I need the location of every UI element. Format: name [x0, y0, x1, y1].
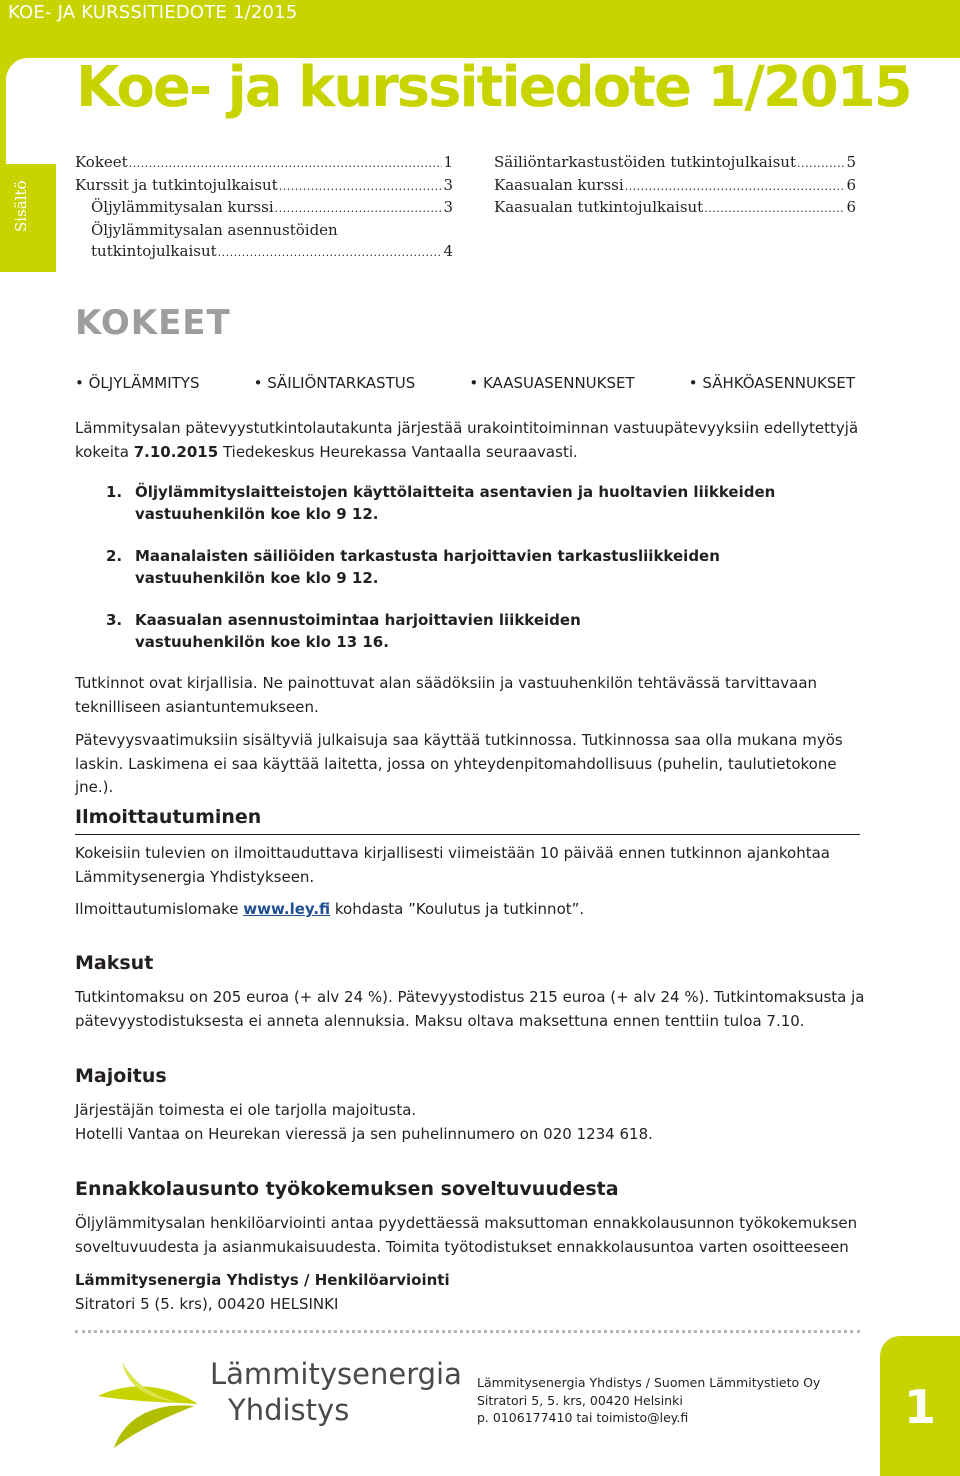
- tag-oil-heating: • ÖLJYLÄMMITYS: [75, 374, 200, 392]
- intro-paragraph: Lämmitysalan pätevyystutkintolautakunta järjestää urakointitoiminnan vastuupätevyyksiin edellytettyjä kokeita 7.10.2015 Tiedekeskus Heurekassa Vantaalla seuraavasti.: [75, 419, 859, 461]
- lodging-heading: Majoitus: [75, 1065, 167, 1087]
- fees-paragraph: Tutkintomaksu on 205 euroa (+ alv 24 %). Pätevyystodistus 215 euroa (+ alv 24 %). Tutkintomaksusta ja pätevyystodistuksesta ei anneta alennuksia. Maksu oltava maksettuna ennen tenttiin tuloa 7.10.: [75, 988, 865, 1030]
- registration-link[interactable]: www.ley.fi: [243, 900, 331, 918]
- toc-entry[interactable]: Öljylämmitysalan asennustöiden: [91, 220, 338, 239]
- lodging-paragraph: Järjestäjän toimesta ei ole tarjolla majoitusta. Hotelli Vantaa on Heurekan vieressä ja sen puhelinnumero on 020 1234 618.: [75, 1101, 653, 1143]
- section-heading: KOKEET: [75, 303, 231, 343]
- toc-column-left: [75, 152, 453, 264]
- toc-entry[interactable]: Säiliöntarkastustöiden tutkintojulkaisut ..... 5: [494, 152, 856, 175]
- category-tags: [75, 374, 855, 392]
- registration-paragraph: Kokeisiin tulevien on ilmoittauduttava kirjallisesti viimeistään 10 päivää ennen tutkinnon ajankohtaa Lämmitysenergia Yhdistykseen.: [75, 844, 830, 886]
- list-item: 2. Maanalaisten säiliöiden tarkastusta harjoittavien tarkastusliikkeiden vastuuhenkilön koe klo 9 12.: [106, 547, 720, 587]
- page-number: 1: [903, 1380, 936, 1434]
- logo-wordmark: Lämmitysenergia Yhdistys: [210, 1357, 462, 1427]
- list-item: 3. Kaasualan asennustoimintaa harjoittavien liikkeiden vastuuhenkilön koe klo 13 16.: [106, 611, 581, 651]
- footer-contact: Lämmitysenergia Yhdistys / Suomen Lämmitystieto Oy Sitratori 5, 5. krs, 00420 Helsinki p. 0106177410 tai toimisto@ley.fi: [477, 1375, 821, 1425]
- toc-entry[interactable]: Kurssit ja tutkintojulkaisut ..... 3: [75, 175, 453, 198]
- toc-entry[interactable]: Kaasualan kurssi ..... 6: [494, 175, 856, 198]
- page-title: Koe- ja kurssitiedote 1/2015: [76, 55, 911, 120]
- exam-format-paragraph: Tutkinnot ovat kirjallisia. Ne painottuvat alan säädöksiin ja vastuuhenkilön tehtävässä tarvittavaan teknilliseen asiantuntemukseen.: [75, 674, 818, 716]
- toc-column-right: [494, 152, 856, 220]
- running-title: KOE- JA KURSSITIEDOTE 1/2015: [8, 2, 298, 23]
- footer-divider: [75, 1330, 860, 1333]
- assessment-heading: Ennakkolausunto työkokemuksen soveltuvuudesta: [75, 1178, 619, 1200]
- tag-gas-installations: • KAASUASENNUKSET: [469, 374, 634, 392]
- fees-heading: Maksut: [75, 952, 154, 974]
- registration-heading: Ilmoittautuminen: [75, 806, 262, 828]
- toc-entry[interactable]: Kokeet ..... 1: [75, 152, 453, 175]
- allowed-materials-paragraph: Pätevyysvaatimuksiin sisältyviä julkaisuja saa käyttää tutkinnossa. Tutkinnossa saa olla mukana myös laskin. Laskimena ei saa käyttää laitetta, jossa on yhteydenpitomahdollisuus (puhelin, taulutietokone jne.).: [75, 731, 843, 796]
- assessment-address: Lämmitysenergia Yhdistys / Henkilöarviointi Sitratori 5 (5. krs), 00420 HELSINKI: [75, 1271, 450, 1313]
- tag-electrical-installations: • SÄHKÖASENNUKSET: [689, 374, 855, 392]
- running-header-bar: [0, 0, 960, 26]
- tag-tank-inspection: • SÄILIÖNTARKASTUS: [254, 374, 416, 392]
- registration-form-paragraph: Ilmoittautumislomake www.ley.fi kohdasta ”Koulutus ja tutkinnot”.: [75, 900, 585, 918]
- assessment-paragraph: Öljylämmitysalan henkilöarviointi antaa pyydettäessä maksuttoman ennakkolausunnon työkokemuksen soveltuvuudesta ja asianmukaisuudesta. Toimita työtodistukset ennakkolausuntoa varten osoitteeseen: [75, 1214, 858, 1256]
- list-item: 1. Öljylämmityslaitteistojen käyttölaitteita asentavien ja huoltavien liikkeiden vastuuhenkilön koe klo 9 12.: [106, 483, 776, 523]
- divider: [75, 834, 860, 835]
- toc-side-label: Sisältö: [12, 180, 30, 232]
- toc-entry[interactable]: tutkintojulkaisut ..... 4: [75, 241, 453, 264]
- logo-leaf-icon: [94, 1358, 204, 1462]
- toc-entry[interactable]: Öljylämmitysalan kurssi ..... 3: [75, 197, 453, 220]
- toc-entry[interactable]: Kaasualan tutkintojulkaisut ..... 6: [494, 197, 856, 220]
- exam-list: [106, 481, 835, 673]
